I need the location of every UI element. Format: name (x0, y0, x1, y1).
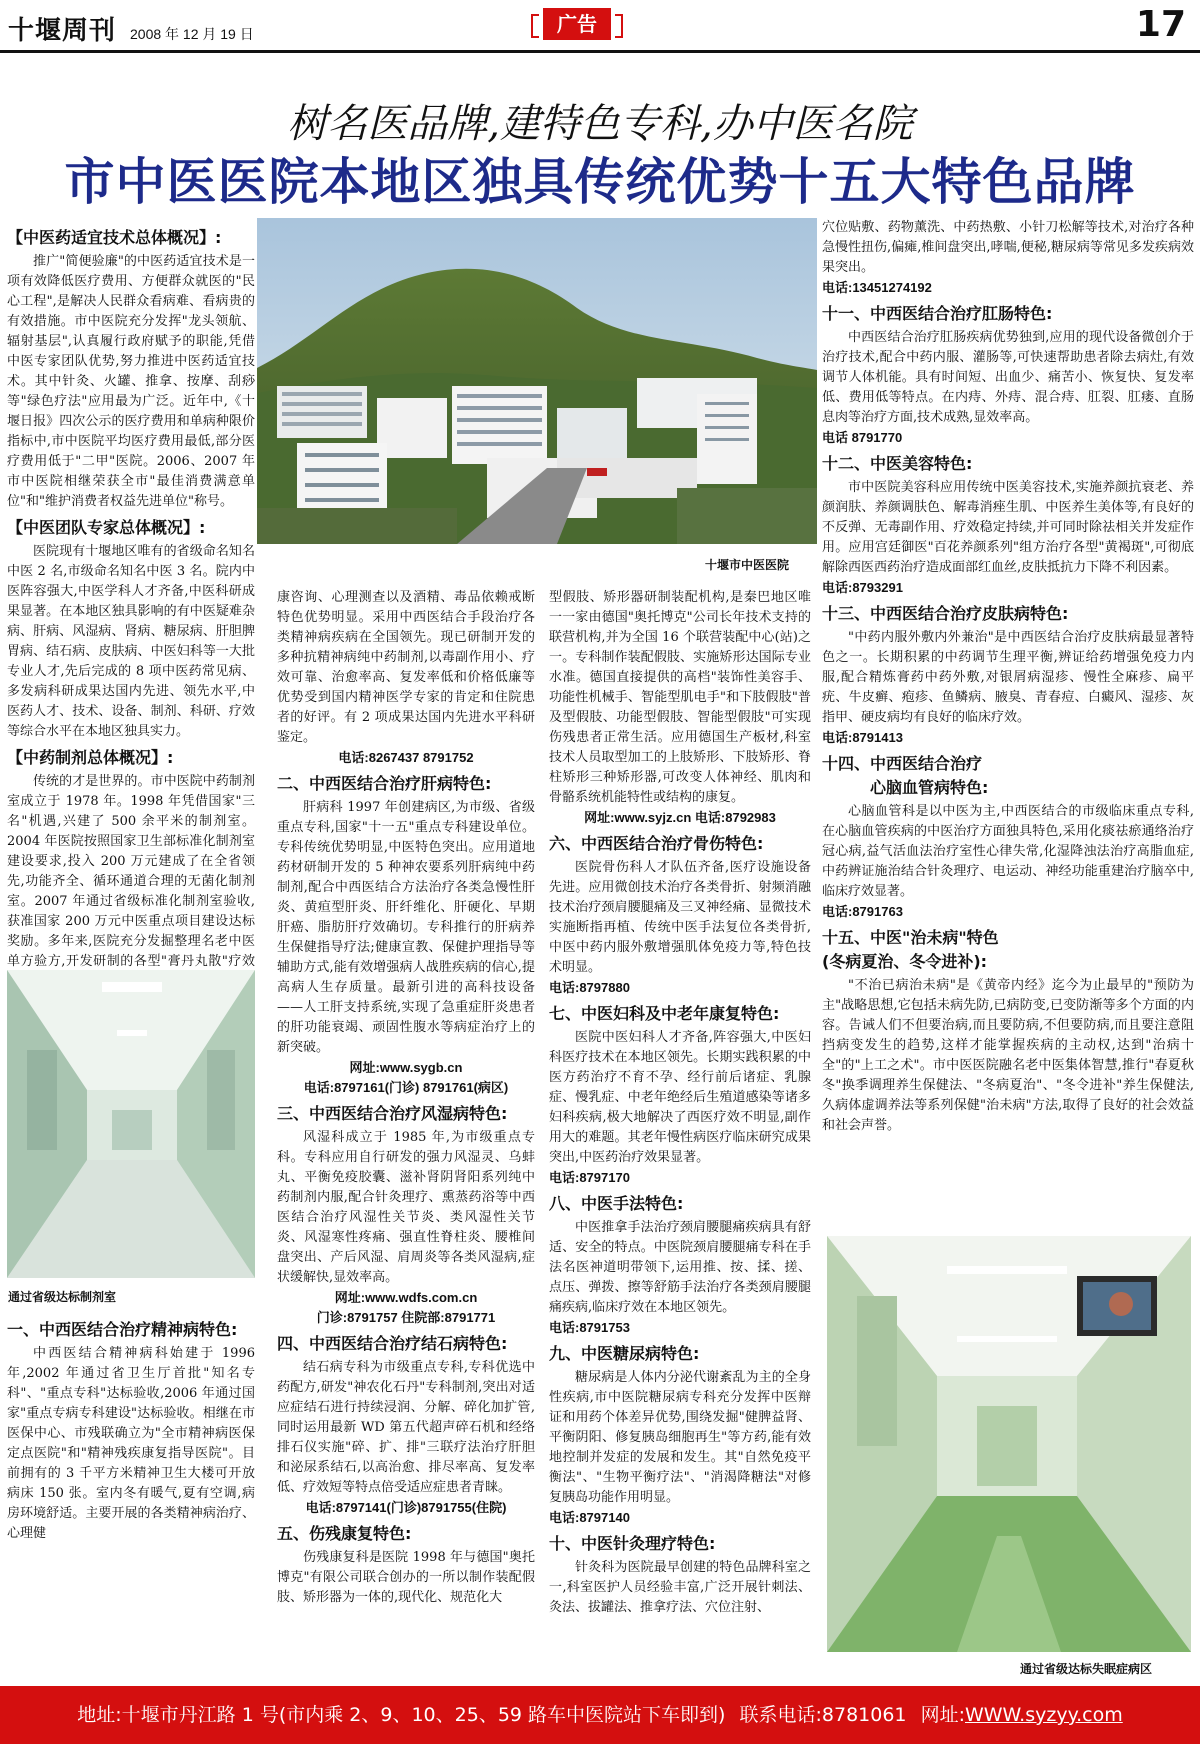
contact-phone: 电话:8797141(门诊)8791755(住院) (305, 1500, 507, 1515)
section-body: 心脑血管科是以中医为主,中西医结合的市级临床重点专科,在心脑血管疾病的中医治疗方面独具特色,采用化痰祛瘀通络治疗冠心病,益气活血法治疗室性心律失常,化湿降浊法治疗高脂血症,中药辨证施治结合针灸理疗、电运动、神经功能重建治疗脑卒中,临床疗效显著。 (822, 804, 1194, 899)
section-title: 十五、中医"治未病"特色 (822, 928, 999, 947)
footer-bar (0, 1686, 1200, 1744)
contact-phone: 电话:8797880 (549, 980, 630, 995)
section-title: 一、中西医结合治疗精神病特色: (7, 1320, 238, 1339)
website[interactable]: 网址:www.sygb.cn (349, 1060, 463, 1075)
section-body: 传统的才是世界的。市中医院中药制剂室成立于 1978 年。1998 年凭借国家"三名"机遇,兴建了 500 余平米的制剂室。2004 年医院按照国家卫生部标准化制剂室建设要求,投入 200 万元建成了在全省领先,功能齐全、循环通道合理的无菌化制剂室。2007 年通过省级标准化制剂室验收,获准国家 200 万元中医重点项目建设达标奖励。多年来,医院充分发掘整理名老中医单方验方,开发研制的各型"膏丹丸散"疗效 (7, 774, 255, 969)
section-body: "不治已病治未病"是《黄帝内经》迄今为止最早的"预防为主"战略思想,它包括未病先防,已病防变,已变防渐等多个方面的内容。告诫人们不但要治病,而且要防病,不但要防病,而且要注意阻挡病变发生的趋势,这样才能掌握疾病的主动权,达到"治病十全"的"上工之术"。市中医医院融名老中医集体智慧,推行"春夏秋冬"换季调理养生保健法、"冬病夏治"、"冬令进补"养生保健法,久病体虚调养法等系列保健"治未病"方法,取得了良好的社会效益和社会声誉。 (822, 978, 1194, 1133)
section-body: 穴位贴敷、药物薰洗、中药热敷、小针刀松解等技术,对治疗各种急慢性扭伤,偏瘫,椎间盘突出,哮喘,便秘,糖尿病等常见多发疾病效果突出。 (822, 220, 1194, 275)
section-title: 心脑血管病特色: (870, 778, 989, 797)
page-header (0, 0, 1200, 50)
column-2 (277, 588, 535, 1684)
header-rule (0, 50, 1200, 53)
section-title: 十三、中西医结合治疗皮肤病特色: (822, 604, 1069, 623)
website-link[interactable]: WWW.syzyy.com (964, 1704, 1123, 1726)
section-body: 推广"简便验廉"的中医药适宜技术是一项有效降低医疗费用、方便群众就医的"民心工程",是解决人民群众看病难、看病贵的有效措施。市中医院充分发挥"龙头领航、辐射基层",认真履行政府赋予的职能,凭借中医专家团队优势,努力推进中医药适宜技术。其中针灸、火罐、推拿、按摩、刮痧等"绿色疗法"应用最为广泛。近年中,《十堰日报》四次公示的医疗费用和单病种限价指标中,市中医院平均医疗费用最低,部分医疗费用低于"二甲"医院。2006、2007 年市中医院相继荣获全市"最佳消费满意单位"和"维护消费者权益先进单位"称号。 (7, 254, 255, 509)
section-body: 医院中医妇科人才齐备,阵容强大,中医妇科医疗技术在本地区领先。长期实践积累的中医方药治疗不育不孕、经行前后诸症、乳腺症、慢乳症、中老年绝经后生殖道感染等诸多妇科疾病,极大地解决了西医疗效不明显,副作用大的难题。其老年慢性病医疗临床研究成果突出,中医药治疗效果显著。 (549, 1030, 811, 1165)
pharmacy-caption: 通过省级达标制剂室 (8, 1290, 117, 1304)
address: 地址:十堰市丹江路 1 号(市内乘 2、9、10、25、59 路车中医院站下车即到) (77, 1704, 726, 1726)
section-body: 中西医结合治疗肛肠疾病优势独到,应用的现代设备微创介于治疗技术,配合中药内服、灌肠等,可快速帮助患者除去病灶,有效调节人体机能。具有时间短、出血少、痛苦小、恢复快、复发率低、费用低等特点。在内痔、外痔、混合痔、肛裂、肛瘘、直肠息肉等治疗方面,技术成熟,显效率高。 (822, 330, 1194, 425)
masthead: 十堰周刊 (8, 16, 117, 46)
website[interactable]: 网址:www.wdfs.com.cn (334, 1290, 478, 1305)
section-title: 四、中西医结合治疗结石病特色: (277, 1334, 508, 1353)
section-body: 市中医院美容科应用传统中医美容技术,实施养颜抗衰老、养颜润肤、养颜调肤色、解毒消痤生肌、中医养生美体等,有良好的不反弹、无毒副作用、疗效稳定持续,并可同时除祛相关并发症作用。应用宫廷御医"百花养颜系列"组方治疗各型"黄褐斑",可彻底解除西医西药治疗造成面部红血丝,皮肤抵抗力下降不利因素。 (822, 480, 1194, 575)
section-body: "中药内服外敷内外兼治"是中西医结合治疗皮肤病最显著特色之一。长期积累的中药调节生理平衡,辨证给药增强免疫力内服,配合精炼膏药中药外敷,对银屑病湿疹、慢性全麻疹、扁平疣、牛皮癣、疱疹、鱼鳞病、腋臭、青春痘、白癜风、湿疹、灰指甲、硬皮病均有良好的临床疗效。 (822, 630, 1194, 725)
column-1-bottom (7, 1314, 255, 1684)
contact-phone: 电话 8791770 (822, 430, 903, 445)
column-1 (7, 222, 255, 969)
contact-phone: 电话:8791763 (822, 904, 903, 919)
ad-tag: 广告 (543, 8, 611, 40)
contact-phone: 电话:8797161(门诊) 8791761(病区) (303, 1080, 509, 1095)
contact-phone: 电话:13451274192 (822, 280, 932, 295)
section-body: 中医推拿手法治疗颈肩腰腿痛疾病具有舒适、安全的特点。中医院颈肩腰腿痛专科在手法名医神道明带领下,运用推、按、揉、搓、点压、弹拨、擦等舒筋手法治疗各类颈肩腰腿痛疾病,临床疗效在本地区领先。 (549, 1220, 811, 1315)
section-title: 二、中西医结合治疗肝病特色: (277, 774, 492, 793)
contact-phone: 电话:8791753 (549, 1320, 630, 1335)
ward-caption: 通过省级达标失眠症病区 (1020, 1662, 1153, 1676)
section-title: 六、中西医结合治疗骨伤特色: (549, 834, 764, 853)
subtitle: 树名医品牌,建特色专科,办中医名院 (287, 101, 913, 147)
section-body: 糖尿病是人体内分泌代谢紊乱为主的全身性疾病,市中医院糖尿病专科充分发挥中医辩证和用药个体差异优势,围绕发掘"健脾益肾、平衡阴阳、修复胰岛细胞再生"等方药,能有效地控制并发症的发展和发生。其"自然免疫平衡法"、"生物平衡疗法"、"消渴降糖法"对修复胰岛功能作用明显。 (549, 1370, 811, 1505)
section-title: 十四、中西医结合治疗 (822, 754, 983, 773)
section-title: 十一、中西医结合治疗肛肠特色: (822, 304, 1053, 323)
hospital-photo (257, 218, 817, 544)
contact-phone: 电话:8791413 (822, 730, 903, 745)
section-body: 针灸科为医院最早创建的特色品牌科室之一,科室医护人员经验丰富,广泛开展针刺法、灸法、拔罐法、推拿疗法、穴位注射、 (549, 1560, 811, 1615)
section-body: 康咨询、心理测查以及酒精、毒品依赖戒断特色优势明显。采用中西医结合手段治疗各类精神病疾病在全国领先。现已研制开发的多种抗精神病纯中药制剂,以毒副作用小、疗效可靠、治愈率高、复发率低和价格低廉等优势受到国内精神医学专家的肯定和住院患者的好评。有 2 项成果达国内先进水平科研鉴定。 (277, 590, 535, 745)
section-title: 十二、中医美容特色: (822, 454, 973, 473)
section-title: 八、中医手法特色: (549, 1194, 684, 1213)
contact-phone: 电话:8267437 8791752 (338, 750, 474, 765)
section-body: 肝病科 1997 年创建病区,为市级、省级重点专科,国家"十一五"重点专科建设单位。专科传统优势明显,中医特色突出。应用道地药材研制开发的 5 种神农要系列肝病纯中药制剂,配合中西医结合方法治疗各类急慢性肝炎、黄疸型肝炎、肝纤维化、肝硬化、早期肝癌、脂肪肝疗效确切。专科推行的肝病养生保健指导疗法;健康宣教、保健护理指导等辅助方式,能有效增强病人战胜疾病的信心,提高病人生存质量。最新引进的高科技设备——人工肝支持系统,实现了急重症肝炎患者的肝功能衰竭、顽固性腹水等病症治疗上的新突破。 (277, 800, 535, 1055)
contact-phone: 联系电话:8781061 (739, 1704, 907, 1726)
section-title: 【中医药适宜技术总体概况】: (7, 228, 222, 247)
section-title: 三、中西医结合治疗风湿病特色: (277, 1104, 508, 1123)
section-title: 【中医团队专家总体概况】: (7, 518, 206, 537)
section-body: 型假肢、矫形器研制装配机构,是秦巴地区唯一一家由德国"奥托博克"公司长年技术支持的联营机构,并为全国 16 个联营装配中心(站)之一。专科制作装配假肢、实施矫形达国际专业水准。德国直接提供的高档"装饰性美容手、功能性机械手、智能型肌电手"和下肢假肢"普及型假肢、功能型假肢、智能型假肢"可实现伤残患者正常生活。应用德国生产板材,科室技术人员取型加工的上肢矫形、下肢矫形、脊柱矫形三种矫形器,可改变人体神经、肌肉和骨骼系统机能特性或结构的康复。 (549, 590, 811, 805)
section-title: 十、中医针灸理疗特色: (549, 1534, 716, 1553)
contact-phone: 电话:8797140 (549, 1510, 630, 1525)
ward-photo (827, 1236, 1191, 1652)
headline: 市中医医院本地区独具传统优势十五大特色品牌 (64, 153, 1136, 211)
section-title: 【中药制剂总体概况】: (7, 748, 174, 767)
section-body: 中西医结合精神病科始建于 1996 年,2002 年通过省卫生厅首批"知名专科"、"重点专科"达标验收,2006 年通过国家"重点专病专科建设"达标验收。相继在市医保中心、市残联确立为"全市精神病医保定点医院"和"精神残疾康复指导医院"。目前拥有的 3 千平方米精神卫生大楼可开放病床 150 张。室内冬有暖气,夏有空调,病房环境舒适。主要开展的各类精神病治疗、心理健 (7, 1346, 255, 1541)
hospital-caption: 十堰市中医医院 (705, 558, 790, 572)
column-3 (549, 588, 811, 1684)
issue-date: 2008 年 12 月 19 日 (130, 26, 254, 42)
section-body: 风湿科成立于 1985 年,为市级重点专科。专科应用自行研发的强力风湿灵、乌蚌丸、平衡免疫胶囊、滋补肾阴肾阳系列纯中药制剂内服,配合针灸理疗、熏蒸药浴等中西医结合治疗风湿性关节炎、类风湿性关节炎、风湿寒性疼痛、强直性脊柱炎、腰椎间盘突出、产后风湿、肩周炎等各类风湿病,症状缓解快,显效率高。 (277, 1130, 535, 1285)
section-body: 医院骨伤科人才队伍齐备,医疗设施设备先进。应用微创技术治疗各类骨折、射频消融技术治疗颈肩腰腿痛及三叉神经痛、显微技术实施断指再植、传统中医手法复位各类骨折,中医中药内服外敷增强肌体免疫力等,特色技术明显。 (549, 860, 811, 975)
web-label: 网址: (920, 1704, 965, 1726)
contact-phone: 电话:8793291 (822, 580, 903, 595)
section-title: 五、伤残康复特色: (277, 1524, 412, 1543)
website[interactable]: 网址:www.syjz.cn 电话:8792983 (584, 810, 776, 825)
column-4 (822, 218, 1194, 1228)
section-title: 七、中医妇科及中老年康复特色: (549, 1004, 780, 1023)
section-title: 九、中医糖尿病特色: (549, 1344, 700, 1363)
section-body: 伤残康复科是医院 1998 年与德国"奥托博克"有限公司联合创办的一所以制作装配假肢、矫形器为一体的,现代化、规范化大 (277, 1550, 535, 1605)
section-body: 结石病专科为市级重点专科,专科优选中药配方,研发"神农化石丹"专科制剂,突出对适应症结石进行持续浸润、分解、碎化加扩管,同时运用最新 WD 第五代超声碎石机和经络排石仪实施"碎、扩、排"三联疗法治疗肝胆和泌尿系结石,以高治愈、排尽率高、复发率低、疗效短等特点倍受适应症患者青睐。 (277, 1360, 535, 1495)
pharmacy-photo (7, 970, 255, 1278)
section-body: 医院现有十堰地区唯有的省级命名知名中医 2 名,市级命名知名中医 3 名。院内中医阵容强大,中医学科人才齐备,中医科研成果显著。在本地区独具影响的有中医疑难杂病、肝病、风湿病、肾病、糖尿病、肝胆脾胃病、结石病、皮肤病、中医妇科等一大批专业人才,先后完成的 8 项中医药常见病、多发病科研成果达国内先进、领先水平,中医药人才、技术、设备、制剂、科研、疗效等综合水平在本地区独具实力。 (7, 544, 255, 739)
page-number: 17 (1135, 4, 1186, 45)
contact-phone: 门诊:8791757 住院部:8791771 (316, 1310, 496, 1325)
section-title: (冬病夏治、冬令进补): (822, 952, 988, 971)
contact-phone: 电话:8797170 (549, 1170, 630, 1185)
